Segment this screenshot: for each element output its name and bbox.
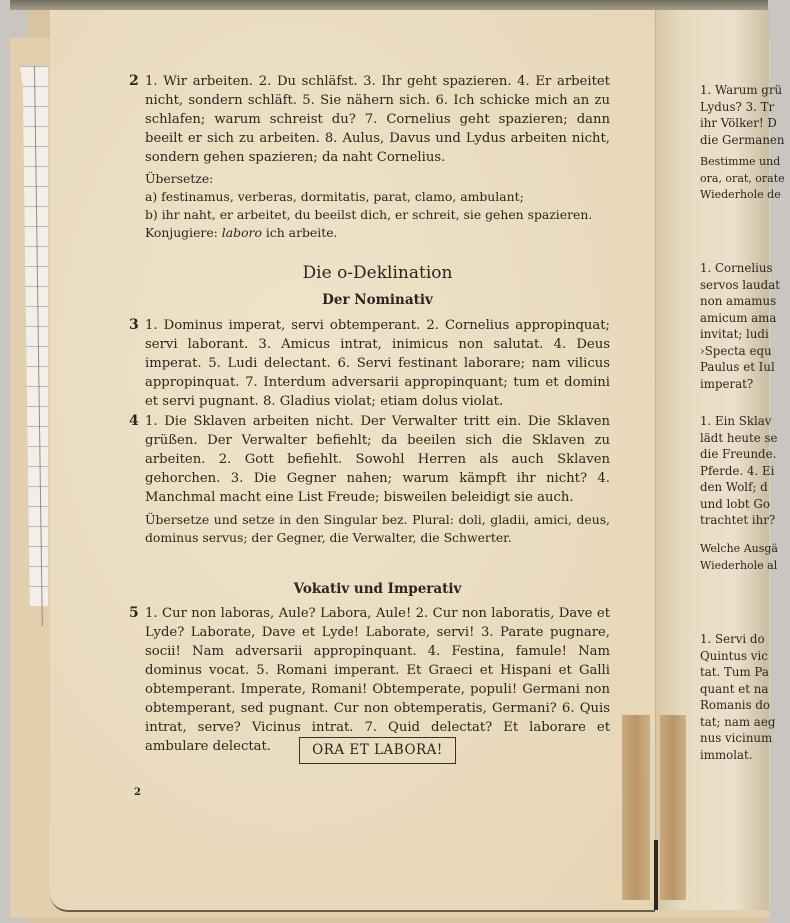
conjugate-word: laboro: [221, 225, 262, 240]
facing-line: tat; nam aeg: [700, 714, 776, 729]
facing-line: Paulus et Iul: [700, 360, 775, 374]
facing-line: amicum ama: [700, 310, 777, 325]
facing-line: die Freunde.: [700, 447, 777, 461]
motto-text: ORA ET LABORA!: [299, 737, 456, 764]
motto-box: [145, 737, 610, 764]
facing-line: Romanis do: [700, 698, 771, 712]
facing-line: Welche Ausgä: [700, 542, 778, 555]
facing-line: imperat?: [700, 376, 754, 391]
page-number: 2: [134, 787, 141, 798]
conjugate-meaning: ich arbeite.: [261, 225, 338, 240]
facing-line: und lobt Go: [700, 496, 770, 511]
task-a: a) festinamus, verberas, dormitatis, parat, clamo, ambulant;: [145, 189, 524, 204]
exercise-instruction: Übersetze und setze in den Singular bez. Plural: doli, gladii, amici, deus, dominus servus; der Gegner, die Verwalter, die Schwerter.: [145, 512, 610, 545]
exercise-4: [129, 412, 610, 547]
facing-line: 1. Ein Sklav: [700, 414, 772, 428]
facing-line: Quintus vic: [700, 648, 768, 663]
facing-line: servos laudat: [700, 277, 780, 292]
facing-line: invitat; ludi: [700, 327, 769, 341]
facing-line: lädt heute se: [700, 430, 778, 445]
facing-line: Lydus? 3. Tr: [700, 99, 775, 114]
facing-block-4: [700, 631, 790, 763]
exercise-2: [129, 72, 610, 242]
facing-line: ihr Völker! D: [700, 116, 777, 130]
exercise-text: 1. Die Sklaven arbeiten nicht. Der Verwalter tritt ein. Die Sklaven grüßen. Der Verwalter befiehlt; da beeilen sich die Sklaven zu arbeiten. 2. Gott befiehlt. Sowohl Herren als auch Sklaven gehorchen. 3. Die Gegner nahen; warum kämpft ihr nicht? 4. Manchmal macht eine List Freude; bisweilen beleidigt sie auch.: [145, 414, 610, 505]
exercise-5: [129, 604, 610, 756]
facing-line: quant et na: [700, 681, 769, 696]
exercise-number: 3: [129, 317, 139, 333]
facing-line: Wiederhole de: [700, 188, 781, 201]
conjugate-line: [145, 224, 610, 242]
facing-block-1: [700, 82, 790, 148]
facing-block-2: [700, 260, 790, 392]
exercise-number: 2: [129, 73, 139, 89]
chapter-title: Die o-Deklination: [302, 263, 453, 283]
facing-line: trachtet ihr?: [700, 513, 776, 527]
facing-line: immolat.: [700, 747, 753, 762]
facing-line: non amamus: [700, 294, 777, 308]
facing-line: Wiederhole al: [700, 558, 778, 572]
subheading-nominativ: Der Nominativ: [322, 292, 433, 308]
facing-line: 1. Servi do: [700, 632, 765, 646]
facing-line: Pferde. 4. Ei: [700, 463, 775, 478]
facing-line: ora, orat, orate: [700, 171, 785, 185]
facing-block-3: [700, 413, 790, 529]
facing-block-1-instructions: [700, 154, 790, 204]
instruction-heading: Übersetze:: [145, 171, 214, 186]
facing-line: 1. Warum grü: [700, 83, 783, 97]
exercise-3: [129, 316, 610, 411]
exercise-text: 1. Wir arbeiten. 2. Du schläfst. 3. Ihr geht spazieren. 4. Er arbeitet nicht, sondern schläft. 5. Sie nähern sich. 6. Ich schicke mich an zu schlafen; warum schreist du? 7. Cornelius geht spazieren; dann beeilt er sich zu arbeiten. 8. Aulus, Davus und Lydus arbeiten nicht, sondern gehen spazieren; da naht Cornelius.: [145, 74, 610, 165]
exercise-number: 4: [129, 413, 139, 429]
facing-line: den Wolf; d: [700, 480, 768, 494]
subheading-vokativ: Vokativ und Imperativ: [293, 581, 462, 597]
facing-line: tat. Tum Pa: [700, 665, 769, 679]
facing-line: nus vicinum: [700, 731, 773, 745]
facing-line: die Germanen: [700, 132, 785, 147]
conjugate-label: Konjugiere:: [145, 225, 222, 240]
exercise-number: 5: [129, 605, 139, 621]
exercise-text: 1. Dominus imperat, servi obtemperant. 2. Cornelius appropinquat; servi laborant. 3. Amicus intrat, inimicus non salutat. 4. Deus imperat. 5. Ludi delectant. 6. Servi festinant laborare; nam vilicus appropinquat. 7. Interdum adversarii appropinquant; tum et domini et servi pugnant. 8. Gladius violat; etiam dolus violat.: [145, 318, 610, 409]
facing-line: ›Specta equ: [700, 343, 772, 358]
facing-line: 1. Cornelius: [700, 261, 773, 275]
task-b: b) ihr naht, er arbeitet, du beeilst dich, er schreit, sie gehen spazieren.: [145, 207, 593, 222]
facing-block-3-instructions: [700, 541, 790, 574]
exercise-text: 1. Cur non laboras, Aule? Labora, Aule! 2. Cur non laboratis, Dave et Lyde? Laborate, Dave et Lyde! Laborate, servi! 3. Parate pugnare, socii! Nam adversarii appropinquant. 4. Festina, famule! Nam dominus vocat. 5. Romani imperant. Et Graeci et Hispani et Galli obtemperant. Imperate, Romani! Obtemperate, populi! Germani non obtemperant, sed pugnant. Cur non obtemperatis, Germani? 6. Quis intrat, serve? Vicinus intrat. 7. Quid delectat? Et laborare et ambulare delectat.: [145, 606, 610, 754]
facing-line: Bestimme und: [700, 155, 781, 168]
